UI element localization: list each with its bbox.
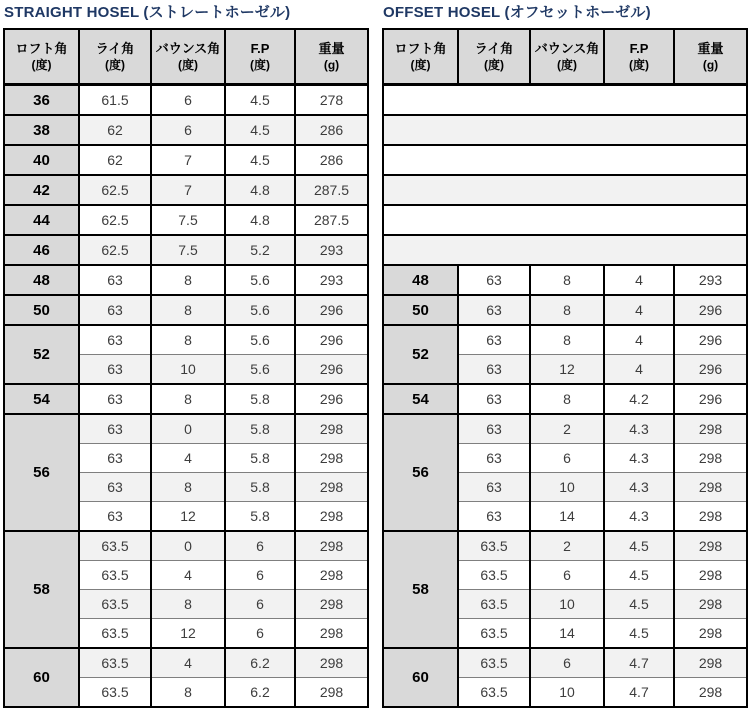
table-row: [383, 648, 747, 678]
header-row: [4, 29, 368, 85]
value-cell: 63.5: [458, 590, 530, 619]
value-cell: 2: [530, 414, 604, 444]
value-cell: 4.3: [604, 502, 674, 532]
column-header: [383, 29, 458, 85]
value-cell: 62.5: [79, 175, 151, 205]
value-cell: 63.5: [79, 648, 151, 678]
offset-hosel-table: [382, 28, 748, 708]
column-header: [295, 29, 368, 85]
value-cell: 298: [295, 444, 368, 473]
value-cell: 6: [225, 561, 295, 590]
value-cell: 63.5: [458, 619, 530, 649]
value-cell: 63: [458, 295, 530, 325]
value-cell: 61.5: [79, 85, 151, 116]
value-cell: 5.6: [225, 295, 295, 325]
value-cell: 4.7: [604, 648, 674, 678]
value-cell: 4.3: [604, 473, 674, 502]
empty-row-cell: [383, 145, 747, 175]
value-cell: 296: [674, 355, 747, 385]
loft-cell: 60: [4, 648, 79, 707]
table-row: [4, 235, 368, 265]
column-header-unit: (度): [178, 58, 198, 72]
value-cell: 4.8: [225, 175, 295, 205]
value-cell: 63: [79, 325, 151, 355]
value-cell: 62.5: [79, 205, 151, 235]
empty-row: [383, 85, 747, 116]
column-header: [225, 29, 295, 85]
value-cell: 62.5: [79, 235, 151, 265]
value-cell: 10: [530, 473, 604, 502]
table-row: [4, 115, 368, 145]
column-header-unit: (g): [702, 58, 719, 72]
straight-hosel-title-text: STRAIGHT HOSEL (ストレートホーゼル): [4, 4, 291, 21]
value-cell: 63: [79, 384, 151, 414]
value-cell: 298: [674, 678, 747, 708]
empty-row: [383, 145, 747, 175]
value-cell: 5.6: [225, 325, 295, 355]
loft-cell: 56: [4, 414, 79, 531]
value-cell: 62: [79, 145, 151, 175]
value-cell: 4: [604, 325, 674, 355]
column-header: [530, 29, 604, 85]
value-cell: 63.5: [79, 678, 151, 708]
empty-row-cell: [383, 235, 747, 265]
table-row: [4, 414, 368, 444]
offset-hosel-section: [382, 1, 748, 708]
value-cell: 63: [458, 473, 530, 502]
table-row: [4, 325, 368, 355]
offset-hosel-title: [383, 3, 748, 23]
value-cell: 4.5: [604, 531, 674, 561]
value-cell: 7.5: [151, 205, 225, 235]
value-cell: 286: [295, 145, 368, 175]
loft-cell: 48: [383, 265, 458, 295]
value-cell: 5.8: [225, 502, 295, 532]
value-cell: 63: [458, 265, 530, 295]
empty-row-cell: [383, 115, 747, 145]
value-cell: 63.5: [79, 531, 151, 561]
offset-hosel-title-text: OFFSET HOSEL (オフセットホーゼル): [383, 4, 651, 21]
column-header-label: F.P: [629, 41, 649, 56]
value-cell: 63: [79, 295, 151, 325]
value-cell: 298: [295, 619, 368, 649]
value-cell: 8: [530, 384, 604, 414]
value-cell: 4: [604, 295, 674, 325]
table-row: [4, 265, 368, 295]
value-cell: 63: [79, 473, 151, 502]
column-header-label: F.P: [250, 41, 270, 56]
value-cell: 6: [530, 444, 604, 473]
value-cell: 0: [151, 531, 225, 561]
value-cell: 296: [674, 384, 747, 414]
value-cell: 8: [151, 384, 225, 414]
empty-row-cell: [383, 205, 747, 235]
value-cell: 298: [674, 561, 747, 590]
value-cell: 5.2: [225, 235, 295, 265]
column-header-unit: (度): [250, 58, 270, 72]
value-cell: 287.5: [295, 205, 368, 235]
value-cell: 6: [530, 561, 604, 590]
value-cell: 14: [530, 619, 604, 649]
value-cell: 63: [79, 444, 151, 473]
loft-cell: 50: [4, 295, 79, 325]
value-cell: 4.2: [604, 384, 674, 414]
empty-row: [383, 235, 747, 265]
table-row: [383, 265, 747, 295]
value-cell: 6: [530, 648, 604, 678]
table-row: [383, 384, 747, 414]
value-cell: 298: [295, 531, 368, 561]
value-cell: 4.8: [225, 205, 295, 235]
value-cell: 12: [530, 355, 604, 385]
value-cell: 4.5: [225, 145, 295, 175]
value-cell: 6: [225, 590, 295, 619]
table-row: [4, 145, 368, 175]
value-cell: 63.5: [458, 648, 530, 678]
column-header: [4, 29, 79, 85]
empty-row-cell: [383, 85, 747, 116]
value-cell: 4.5: [225, 115, 295, 145]
column-header-label: バウンス角: [534, 41, 600, 56]
table-row: [4, 85, 368, 116]
value-cell: 8: [530, 265, 604, 295]
value-cell: 298: [674, 414, 747, 444]
value-cell: 5.6: [225, 265, 295, 295]
value-cell: 4.5: [604, 590, 674, 619]
value-cell: 6.2: [225, 648, 295, 678]
value-cell: 6: [225, 531, 295, 561]
value-cell: 63: [79, 414, 151, 444]
column-header: [79, 29, 151, 85]
column-header-label: ロフト角: [394, 41, 447, 56]
loft-cell: 50: [383, 295, 458, 325]
value-cell: 4.5: [604, 561, 674, 590]
value-cell: 4.7: [604, 678, 674, 708]
loft-cell: 52: [4, 325, 79, 384]
value-cell: 8: [151, 295, 225, 325]
straight-hosel-table: [3, 28, 369, 708]
value-cell: 6.2: [225, 678, 295, 708]
value-cell: 14: [530, 502, 604, 532]
value-cell: 8: [151, 590, 225, 619]
value-cell: 6: [151, 115, 225, 145]
value-cell: 63.5: [458, 678, 530, 708]
value-cell: 298: [674, 502, 747, 532]
header-row: [383, 29, 747, 85]
value-cell: 298: [295, 648, 368, 678]
value-cell: 12: [151, 619, 225, 649]
value-cell: 278: [295, 85, 368, 116]
loft-cell: 52: [383, 325, 458, 384]
value-cell: 8: [151, 265, 225, 295]
value-cell: 63: [458, 384, 530, 414]
straight-hosel-section: [3, 1, 369, 708]
column-header-unit: (度): [31, 58, 52, 72]
value-cell: 63: [458, 414, 530, 444]
value-cell: 2: [530, 531, 604, 561]
value-cell: 0: [151, 414, 225, 444]
loft-cell: 40: [4, 145, 79, 175]
value-cell: 7.5: [151, 235, 225, 265]
column-header-label: ライ角: [95, 41, 135, 56]
value-cell: 5.8: [225, 473, 295, 502]
value-cell: 298: [674, 590, 747, 619]
table-row: [4, 384, 368, 414]
value-cell: 296: [674, 295, 747, 325]
table-row: [4, 205, 368, 235]
value-cell: 298: [295, 561, 368, 590]
empty-row: [383, 115, 747, 145]
value-cell: 63: [458, 355, 530, 385]
value-cell: 63: [79, 502, 151, 532]
value-cell: 298: [674, 444, 747, 473]
value-cell: 8: [151, 678, 225, 708]
column-header: [151, 29, 225, 85]
value-cell: 293: [674, 265, 747, 295]
column-header-unit: (度): [410, 58, 431, 72]
value-cell: 10: [530, 590, 604, 619]
table-row: [4, 531, 368, 561]
value-cell: 6: [151, 85, 225, 116]
value-cell: 298: [674, 648, 747, 678]
loft-cell: 58: [383, 531, 458, 648]
value-cell: 10: [530, 678, 604, 708]
table-row: [383, 531, 747, 561]
value-cell: 298: [674, 531, 747, 561]
column-header-label: バウンス角: [155, 41, 221, 56]
value-cell: 10: [151, 355, 225, 385]
value-cell: 298: [295, 678, 368, 708]
column-header: [604, 29, 674, 85]
loft-cell: 54: [383, 384, 458, 414]
value-cell: 62: [79, 115, 151, 145]
value-cell: 4: [151, 648, 225, 678]
value-cell: 296: [295, 355, 368, 385]
loft-cell: 60: [383, 648, 458, 707]
value-cell: 4.3: [604, 444, 674, 473]
value-cell: 7: [151, 145, 225, 175]
value-cell: 12: [151, 502, 225, 532]
value-cell: 63: [458, 444, 530, 473]
empty-row: [383, 175, 747, 205]
value-cell: 63: [458, 325, 530, 355]
column-header-unit: (度): [557, 58, 577, 72]
loft-cell: 58: [4, 531, 79, 648]
value-cell: 287.5: [295, 175, 368, 205]
value-cell: 4: [604, 265, 674, 295]
table-row: [383, 414, 747, 444]
value-cell: 63.5: [79, 590, 151, 619]
value-cell: 7: [151, 175, 225, 205]
value-cell: 63.5: [458, 561, 530, 590]
value-cell: 4: [604, 355, 674, 385]
value-cell: 63.5: [79, 619, 151, 649]
value-cell: 4.3: [604, 414, 674, 444]
value-cell: 296: [295, 295, 368, 325]
value-cell: 8: [530, 325, 604, 355]
loft-cell: 56: [383, 414, 458, 531]
column-header-label: 重量: [697, 41, 724, 56]
value-cell: 8: [530, 295, 604, 325]
straight-hosel-title: [4, 3, 369, 23]
value-cell: 63.5: [458, 531, 530, 561]
column-header-unit: (度): [484, 58, 504, 72]
value-cell: 5.8: [225, 414, 295, 444]
value-cell: 293: [295, 265, 368, 295]
empty-row-cell: [383, 175, 747, 205]
loft-cell: 36: [4, 85, 79, 116]
column-header-label: 重量: [318, 41, 345, 56]
column-header-label: ロフト角: [15, 41, 68, 56]
value-cell: 63.5: [79, 561, 151, 590]
value-cell: 293: [295, 235, 368, 265]
table-row: [383, 295, 747, 325]
value-cell: 298: [295, 414, 368, 444]
value-cell: 298: [295, 473, 368, 502]
loft-cell: 38: [4, 115, 79, 145]
value-cell: 298: [674, 473, 747, 502]
value-cell: 5.8: [225, 384, 295, 414]
value-cell: 6: [225, 619, 295, 649]
value-cell: 298: [295, 502, 368, 532]
column-header: [674, 29, 747, 85]
value-cell: 4: [151, 561, 225, 590]
loft-cell: 42: [4, 175, 79, 205]
value-cell: 63: [458, 502, 530, 532]
value-cell: 4: [151, 444, 225, 473]
table-row: [4, 175, 368, 205]
column-header: [458, 29, 530, 85]
value-cell: 298: [295, 590, 368, 619]
value-cell: 4.5: [604, 619, 674, 649]
empty-row: [383, 205, 747, 235]
value-cell: 296: [295, 325, 368, 355]
value-cell: 286: [295, 115, 368, 145]
value-cell: 63: [79, 355, 151, 385]
value-cell: 298: [674, 619, 747, 649]
table-row: [4, 648, 368, 678]
value-cell: 296: [295, 384, 368, 414]
value-cell: 5.6: [225, 355, 295, 385]
loft-cell: 44: [4, 205, 79, 235]
value-cell: 4.5: [225, 85, 295, 116]
column-header-unit: (度): [629, 58, 649, 72]
table-row: [4, 295, 368, 325]
table-row: [383, 325, 747, 355]
value-cell: 63: [79, 265, 151, 295]
value-cell: 8: [151, 473, 225, 502]
value-cell: 8: [151, 325, 225, 355]
column-header-label: ライ角: [474, 41, 514, 56]
column-header-unit: (度): [105, 58, 125, 72]
value-cell: 296: [674, 325, 747, 355]
value-cell: 5.8: [225, 444, 295, 473]
loft-cell: 46: [4, 235, 79, 265]
loft-cell: 54: [4, 384, 79, 414]
loft-cell: 48: [4, 265, 79, 295]
column-header-unit: (g): [323, 58, 340, 72]
